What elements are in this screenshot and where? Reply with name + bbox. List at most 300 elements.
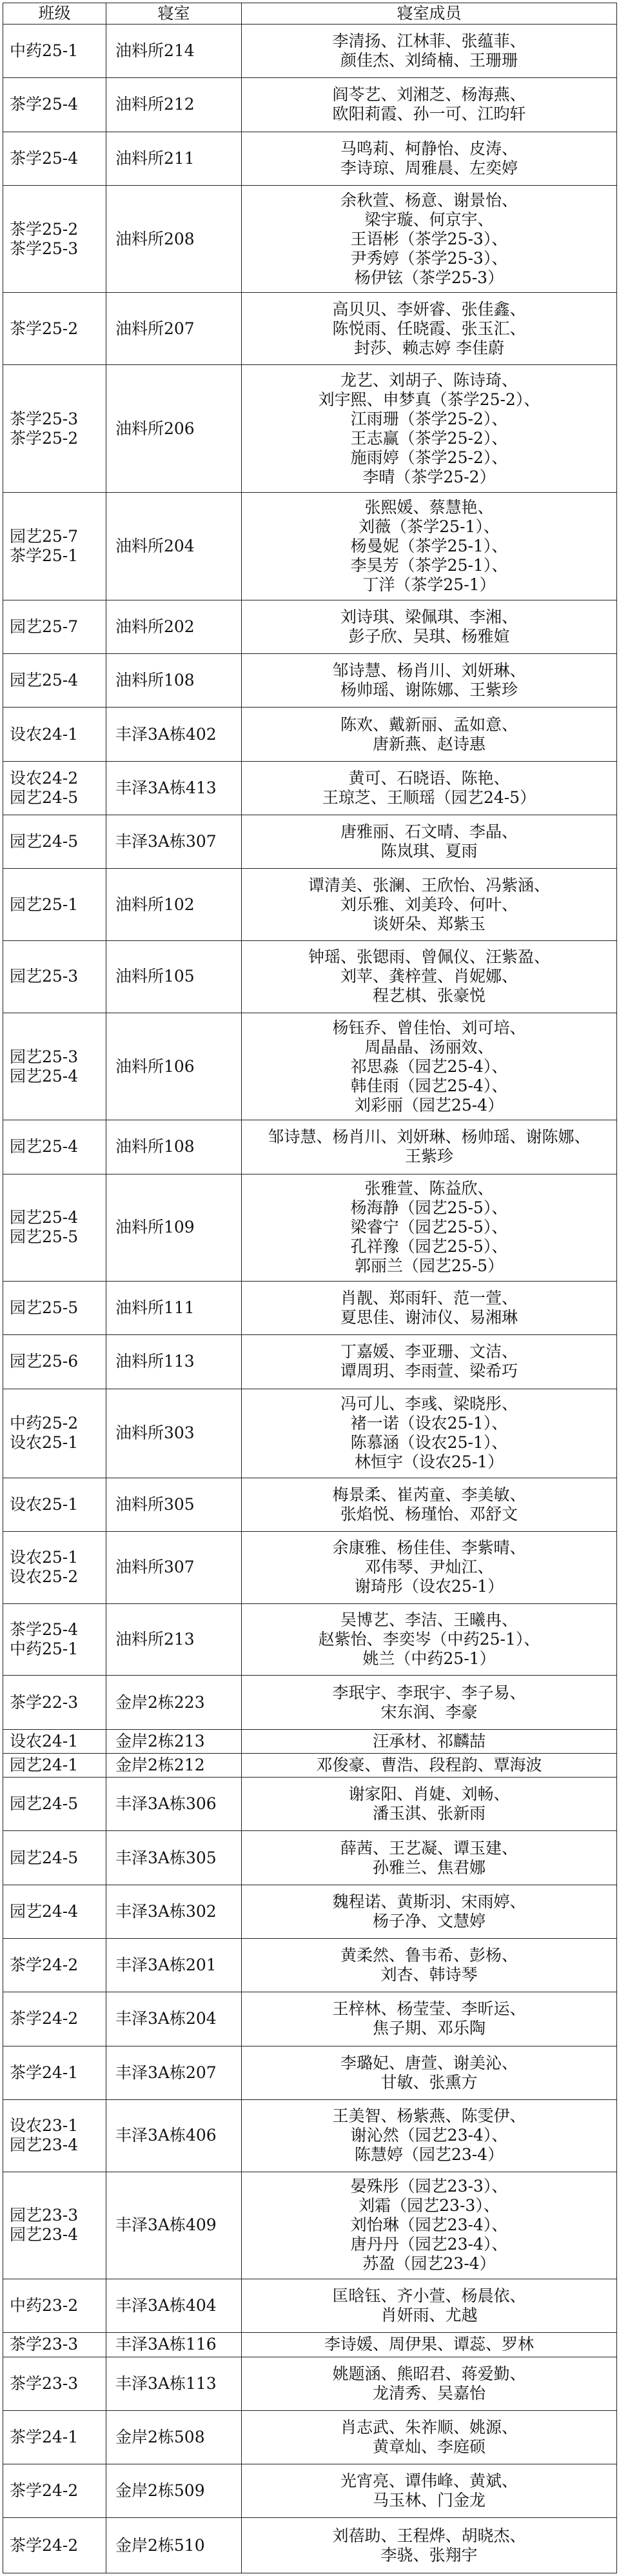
member-line: 杨钰乔、曾佳怡、刘可培、: [332, 1018, 526, 1037]
dorm-cell: 油料所102: [106, 869, 242, 941]
table-row: [3, 1120, 617, 1174]
class-name: 茶学24-1: [10, 2427, 79, 2446]
members-cell: [242, 132, 617, 185]
member-line: 杨帅瑶、谢陈娜、王紫珍: [340, 680, 518, 700]
dorm-cell: 油料所214: [106, 25, 242, 78]
class-name: 茶学25-2: [10, 428, 79, 448]
class-cell: [3, 1531, 106, 1603]
member-line: 刘蓓助、王程烨、胡晓杰、: [332, 2526, 526, 2545]
member-line: 李骁、张翔宇: [380, 2545, 478, 2564]
class-name: 园艺24-5: [10, 1794, 79, 1814]
class-cell: [3, 600, 106, 653]
table-row: [3, 708, 617, 761]
table-row: [3, 1676, 617, 1729]
member-line: 龙清秀、吴嘉怡: [372, 2383, 486, 2403]
member-line: 林恒宇（设农25-1）: [354, 1452, 504, 1472]
table-row: [3, 654, 617, 708]
table-row: [3, 1938, 617, 1992]
members-cell: [242, 1603, 617, 1676]
member-line: 邹诗慧、杨肖川、刘妍琳、: [332, 661, 526, 680]
member-line: 梅景柔、崔芮童、李美敏、: [332, 1485, 526, 1504]
class-cell: [3, 940, 106, 1013]
member-line: 彭子欣、吴琪、杨雅媗: [348, 627, 510, 646]
class-cell: [3, 761, 106, 815]
header-dorm: 寝室: [106, 3, 242, 25]
class-cell: [3, 1478, 106, 1531]
class-name: 园艺25-3: [10, 967, 79, 986]
class-name: 设农24-1: [10, 724, 79, 744]
dorm-cell: 油料所113: [106, 1335, 242, 1389]
members-cell: [242, 761, 617, 815]
class-name: 园艺25-4: [10, 1208, 79, 1227]
table-row: [3, 1992, 617, 2046]
class-cell: [3, 1335, 106, 1389]
dorm-cell: 油料所207: [106, 293, 242, 365]
dorm-cell: 油料所105: [106, 940, 242, 1013]
dorm-cell: 油料所206: [106, 365, 242, 493]
member-line: 程艺棋、张豪悦: [372, 986, 486, 1006]
member-line: 孙雅兰、焦君娜: [372, 1858, 486, 1877]
table-row: [3, 1778, 617, 1831]
member-line: 杨曼妮（茶学25-1）、: [350, 537, 508, 556]
class-name: 茶学24-2: [10, 1956, 79, 1975]
member-line: 王琼芝、王顺瑶（园艺24-5）: [322, 788, 536, 807]
class-name: 中药25-1: [10, 1640, 79, 1659]
member-line: 刘薇（茶学25-1）、: [359, 517, 500, 537]
member-line: 阎苓艺、刘湘芝、杨海燕、: [332, 85, 526, 104]
table-row: [3, 600, 617, 653]
class-name: 茶学25-4: [10, 148, 79, 168]
table-row: [3, 1282, 617, 1335]
members-cell: [242, 2279, 617, 2333]
members-cell: [242, 1992, 617, 2046]
members-cell: [242, 1013, 617, 1120]
member-line: 刘宇熙、申梦真（茶学25-2）、: [318, 390, 540, 409]
table-row: [3, 78, 617, 132]
members-cell: [242, 869, 617, 941]
table-row: [3, 185, 617, 293]
member-line: 谢沁然（园艺23-4）、: [350, 2126, 508, 2145]
members-cell: [242, 1753, 617, 1777]
dorm-cell: 油料所211: [106, 132, 242, 185]
dorm-cell: 金岸2栋213: [106, 1729, 242, 1753]
member-line: 余康雅、杨佳佳、李紫晴、: [332, 1538, 526, 1558]
member-line: 王梓林、杨莹莹、李昕运、: [332, 1999, 526, 2019]
dorm-cell: 丰泽3A栋402: [106, 708, 242, 761]
member-line: 陈欢、戴新丽、孟如意、: [340, 715, 518, 734]
dorm-cell: 丰泽3A栋409: [106, 2172, 242, 2279]
member-line: 周晶晶、汤丽效、: [364, 1037, 494, 1056]
dorm-cell: 油料所108: [106, 1120, 242, 1174]
class-name: 中药25-2: [10, 1414, 79, 1433]
class-name: 茶学22-3: [10, 1692, 79, 1712]
class-cell: [3, 185, 106, 293]
member-line: 刘怡琳（园艺23-4）、: [350, 2215, 508, 2235]
table-row: [3, 1885, 617, 1938]
class-cell: [3, 1938, 106, 1992]
members-cell: [242, 1729, 617, 1753]
member-line: 姚兰（中药25-1）: [362, 1649, 496, 1669]
table-row: [3, 365, 617, 493]
member-line: 王志赢（茶学25-2）、: [350, 428, 508, 448]
dorm-cell: 油料所202: [106, 600, 242, 653]
class-cell: [3, 493, 106, 600]
member-line: 梁睿宁（园艺25-5）、: [350, 1218, 508, 1237]
table-row: [3, 2279, 617, 2333]
class-name: 茶学25-2: [10, 219, 79, 239]
dorm-cell: 丰泽3A栋306: [106, 1778, 242, 1831]
class-name: 茶学24-1: [10, 2063, 79, 2082]
class-cell: [3, 1753, 106, 1777]
members-cell: [242, 1778, 617, 1831]
class-name: 园艺25-6: [10, 1352, 79, 1371]
class-cell: [3, 1885, 106, 1938]
member-line: 邓俊豪、曹浩、段程韵、覃海波: [316, 1756, 542, 1775]
member-line: 冯可儿、李彧、梁晓彤、: [340, 1394, 518, 1414]
dorm-cell: 油料所303: [106, 1389, 242, 1478]
member-line: 刘霜（园艺23-3）、: [359, 2196, 500, 2215]
member-line: 谢琦彤（设农25-1）: [354, 1577, 504, 1596]
member-line: 祁思淼（园艺25-4）、: [350, 1056, 508, 1076]
members-cell: [242, 1885, 617, 1938]
dorm-cell: 油料所204: [106, 493, 242, 600]
members-cell: [242, 1120, 617, 1174]
class-name: 茶学25-4: [10, 1620, 79, 1640]
class-name: 茶学25-4: [10, 95, 79, 114]
member-line: 王紫珍: [404, 1147, 453, 1166]
member-line: 邹诗慧、杨肖川、刘妍琳、杨帅瑶、谢陈娜、: [268, 1127, 591, 1147]
class-cell: [3, 1992, 106, 2046]
class-cell: [3, 2172, 106, 2279]
member-line: 钟瑶、张锶雨、曾佩仪、汪紫盈、: [308, 947, 550, 967]
dorm-cell: 丰泽3A栋305: [106, 1831, 242, 1885]
class-cell: [3, 1603, 106, 1676]
member-line: 肖妍雨、尤越: [380, 2306, 478, 2325]
class-name: 茶学25-2: [10, 319, 79, 338]
member-line: 李清扬、江林菲、张蕴菲、: [332, 32, 526, 51]
class-cell: [3, 365, 106, 493]
table-row: [3, 2410, 617, 2464]
class-cell: [3, 1729, 106, 1753]
table-row: [3, 1013, 617, 1120]
table-row: [3, 940, 617, 1013]
member-line: 江雨珊（茶学25-2）、: [350, 409, 508, 428]
member-line: 光宵亮、谭伟峰、黄斌、: [340, 2472, 518, 2491]
member-line: 匡晗钰、齐小萱、杨晨依、: [332, 2286, 526, 2306]
class-name: 茶学24-2: [10, 2481, 79, 2501]
member-line: 姚题涵、熊昭君、蒋爱勤、: [332, 2364, 526, 2383]
table-row: [3, 1335, 617, 1389]
dorm-cell: 丰泽3A栋302: [106, 1885, 242, 1938]
member-line: 韩佳雨（园艺25-4）、: [350, 1076, 508, 1095]
dorm-cell: 丰泽3A栋413: [106, 761, 242, 815]
class-name: 茶学25-3: [10, 409, 79, 428]
member-line: 李诗媛、周伊果、谭蕊、罗林: [324, 2335, 534, 2354]
members-cell: [242, 600, 617, 653]
member-line: 晏殊彤（园艺23-3）、: [350, 2177, 508, 2196]
member-line: 肖志武、朱祚顺、姚源、: [340, 2417, 518, 2437]
class-cell: [3, 1120, 106, 1174]
members-cell: [242, 1831, 617, 1885]
class-cell: [3, 293, 106, 365]
member-line: 张雅萱、陈益欣、: [364, 1179, 494, 1198]
class-cell: [3, 1831, 106, 1885]
member-line: 邓伟琴、尹灿江、: [364, 1558, 494, 1577]
member-line: 焦子期、邓乐陶: [372, 2019, 486, 2038]
member-line: 赵紫怡、李奕岑（中药25-1）、: [318, 1630, 540, 1649]
member-line: 李晴（茶学25-2）: [362, 467, 496, 486]
class-cell: [3, 2357, 106, 2410]
class-name: 园艺25-7: [10, 617, 79, 637]
class-cell: [3, 1676, 106, 1729]
table-row: [3, 2464, 617, 2518]
class-name: 园艺25-4: [10, 1066, 79, 1085]
table-row: [3, 1531, 617, 1603]
member-line: 李珉宇、李珉宇、李子易、: [332, 1683, 526, 1702]
dorm-cell: 油料所109: [106, 1174, 242, 1282]
table-row: [3, 293, 617, 365]
members-cell: [242, 25, 617, 78]
table-row: [3, 493, 617, 600]
class-cell: [3, 869, 106, 941]
member-line: 陈慕涵（设农25-1）、: [350, 1433, 508, 1452]
table-row: [3, 1831, 617, 1885]
class-cell: [3, 708, 106, 761]
dorm-table: [3, 3, 617, 2573]
class-name: 园艺25-7: [10, 527, 79, 546]
member-line: 魏程诺、黄斯羽、宋雨婷、: [332, 1892, 526, 1911]
member-line: 谭周玥、李雨萱、梁希巧: [340, 1362, 518, 1381]
class-name: 园艺24-5: [10, 1848, 79, 1867]
member-line: 李璐妃、唐萱、谢美沁、: [340, 2053, 518, 2072]
member-line: 高贝贝、李妍睿、张佳鑫、: [332, 299, 526, 319]
header-class: 班级: [3, 3, 106, 25]
member-line: 余秋萱、杨意、谢景怡、: [340, 190, 518, 210]
class-cell: [3, 2410, 106, 2464]
member-line: 苏盈（园艺23-4）: [362, 2254, 496, 2274]
table-row: [3, 761, 617, 815]
members-cell: [242, 654, 617, 708]
class-name: 中药23-2: [10, 2296, 79, 2315]
header-row: [3, 3, 617, 25]
dorm-cell: 油料所108: [106, 654, 242, 708]
table-row: [3, 2518, 617, 2573]
table-row: [3, 25, 617, 78]
member-line: 薛茜、王艺凝、谭玉建、: [340, 1838, 518, 1858]
class-name: 茶学23-3: [10, 2335, 79, 2354]
members-cell: [242, 2333, 617, 2357]
member-line: 郭丽兰（园艺25-5）: [354, 1256, 504, 1276]
class-name: 设农23-1: [10, 2116, 79, 2135]
member-line: 孔祥豫（园艺25-5）、: [350, 1237, 508, 1256]
class-name: 园艺24-1: [10, 1756, 79, 1775]
members-cell: [242, 2518, 617, 2573]
members-cell: [242, 2410, 617, 2464]
member-line: 陈慧婷（园艺23-4）: [354, 2145, 504, 2165]
member-line: 谢家阳、肖婕、刘畅、: [348, 1785, 510, 1804]
member-line: 肖靓、郑雨轩、范一萱、: [340, 1289, 518, 1308]
members-cell: [242, 78, 617, 132]
table-row: [3, 2046, 617, 2099]
dorm-cell: 金岸2栋212: [106, 1753, 242, 1777]
member-line: 唐新燕、赵诗惠: [372, 734, 486, 753]
class-cell: [3, 78, 106, 132]
dorm-cell: 丰泽3A栋207: [106, 2046, 242, 2099]
dorm-cell: 金岸2栋223: [106, 1676, 242, 1729]
member-line: 杨子净、文慧婷: [372, 1911, 486, 1930]
table-row: [3, 1478, 617, 1531]
member-line: 张焰悦、杨瑾怡、邓舒文: [340, 1504, 518, 1523]
member-line: 张熙媛、蔡慧艳、: [364, 498, 494, 517]
class-cell: [3, 815, 106, 868]
table-row: [3, 1729, 617, 1753]
dorm-cell: 油料所111: [106, 1282, 242, 1335]
member-line: 丁嘉媛、李亚珊、文洁、: [340, 1342, 518, 1362]
member-line: 潘玉淇、张新雨: [372, 1804, 486, 1823]
dorm-cell: 金岸2栋508: [106, 2410, 242, 2464]
member-line: 施雨婷（茶学25-2）、: [350, 448, 508, 467]
member-line: 褚一诺（设农25-1）、: [350, 1414, 508, 1433]
dorm-cell: 油料所305: [106, 1478, 242, 1531]
class-name: 园艺23-4: [10, 2225, 79, 2244]
class-name: 设农24-2: [10, 768, 79, 788]
members-cell: [242, 365, 617, 493]
members-cell: [242, 1938, 617, 1992]
dorm-cell: 油料所106: [106, 1013, 242, 1120]
class-name: 园艺25-4: [10, 1137, 79, 1156]
class-name: 茶学23-3: [10, 2373, 79, 2393]
table-body: [3, 25, 617, 2573]
dorm-cell: 油料所208: [106, 185, 242, 293]
table-row: [3, 1389, 617, 1478]
class-name: 中药25-1: [10, 41, 79, 61]
member-line: 吴博艺、李洁、王曦冉、: [340, 1610, 518, 1630]
dorm-cell: 丰泽3A栋116: [106, 2333, 242, 2357]
member-line: 夏思佳、谢沛仪、易湘琳: [340, 1308, 518, 1327]
table-row: [3, 1753, 617, 1777]
members-cell: [242, 2172, 617, 2279]
class-name: 园艺23-4: [10, 2135, 79, 2155]
table-row: [3, 2333, 617, 2357]
dorm-cell: 丰泽3A栋113: [106, 2357, 242, 2410]
dorm-cell: 油料所212: [106, 78, 242, 132]
member-line: 谭清美、张澜、王欣怡、冯紫涵、: [308, 875, 550, 895]
class-cell: [3, 1282, 106, 1335]
member-line: 刘苹、龚梓萱、肖妮娜、: [340, 967, 518, 986]
member-line: 甘敏、张熏方: [380, 2072, 478, 2092]
class-name: 设农25-1: [10, 1433, 79, 1452]
class-name: 设农25-1: [10, 1548, 79, 1567]
table-row: [3, 2172, 617, 2279]
members-cell: [242, 1531, 617, 1603]
class-name: 园艺24-5: [10, 788, 79, 807]
member-line: 宋东润、李豪: [380, 1702, 478, 1721]
member-line: 刘诗琪、梁佩琪、李湘、: [340, 608, 518, 627]
class-cell: [3, 132, 106, 185]
class-cell: [3, 654, 106, 708]
member-line: 杨海静（园艺25-5）、: [350, 1198, 508, 1218]
class-name: 园艺25-5: [10, 1298, 79, 1318]
members-cell: [242, 2046, 617, 2099]
class-cell: [3, 2099, 106, 2172]
members-cell: [242, 2464, 617, 2518]
members-cell: [242, 708, 617, 761]
member-line: 李诗琼、周雅晨、左奕婷: [340, 158, 518, 177]
class-cell: [3, 2333, 106, 2357]
table-row: [3, 132, 617, 185]
class-cell: [3, 1389, 106, 1478]
members-cell: [242, 2357, 617, 2410]
class-cell: [3, 2518, 106, 2573]
table-row: [3, 815, 617, 868]
member-line: 唐丹丹（园艺23-4）、: [350, 2235, 508, 2254]
member-line: 刘彩丽（园艺25-4）: [354, 1095, 504, 1115]
member-line: 梁宇璇、何京宇、: [364, 210, 494, 229]
members-cell: [242, 493, 617, 600]
member-line: 杨伊铉（茶学25-3）: [354, 268, 504, 287]
class-cell: [3, 1013, 106, 1120]
dorm-cell: 金岸2栋509: [106, 2464, 242, 2518]
class-name: 园艺25-1: [10, 895, 79, 914]
member-line: 黄可、石晓语、陈艳、: [348, 768, 510, 788]
class-cell: [3, 1778, 106, 1831]
class-name: 茶学25-1: [10, 546, 79, 566]
members-cell: [242, 1676, 617, 1729]
members-cell: [242, 185, 617, 293]
class-name: 园艺25-4: [10, 671, 79, 690]
members-cell: [242, 1174, 617, 1282]
members-cell: [242, 1282, 617, 1335]
table-row: [3, 1603, 617, 1676]
class-name: 园艺24-4: [10, 1901, 79, 1921]
member-line: 黄章灿、李庭硕: [372, 2437, 486, 2456]
class-name: 茶学25-3: [10, 239, 79, 258]
member-line: 刘乐雅、刘美玲、何叶、: [340, 895, 518, 914]
dorm-cell: 油料所213: [106, 1603, 242, 1676]
table-row: [3, 869, 617, 941]
member-line: 汪承材、祁麟喆: [372, 1731, 486, 1750]
dorm-cell: 丰泽3A栋404: [106, 2279, 242, 2333]
class-cell: [3, 2464, 106, 2518]
member-line: 陈悦雨、任晓霞、张玉汇、: [332, 319, 526, 338]
class-name: 设农24-1: [10, 1731, 79, 1750]
dorm-cell: 油料所307: [106, 1531, 242, 1603]
dorm-cell: 丰泽3A栋201: [106, 1938, 242, 1992]
members-cell: [242, 940, 617, 1013]
header-members: 寝室成员: [242, 3, 617, 25]
member-line: 刘杏、韩诗琴: [380, 1965, 478, 1985]
member-line: 龙艺、刘胡子、陈诗琦、: [340, 370, 518, 390]
class-name: 园艺23-3: [10, 2206, 79, 2225]
members-cell: [242, 2099, 617, 2172]
class-name: 园艺25-5: [10, 1227, 79, 1247]
member-line: 尹秀婷（茶学25-3）、: [350, 248, 508, 268]
table-row: [3, 2357, 617, 2410]
member-line: 封莎、赖志婷 李佳蔚: [354, 338, 504, 357]
member-line: 黄柔然、鲁韦希、彭杨、: [340, 1946, 518, 1965]
member-line: 唐雅丽、石文晴、李晶、: [340, 822, 518, 842]
class-cell: [3, 2279, 106, 2333]
class-name: 设农25-1: [10, 1494, 79, 1514]
member-line: 马鸣莉、柯静怡、皮涛、: [340, 139, 518, 158]
class-cell: [3, 2046, 106, 2099]
dorm-cell: 丰泽3A栋204: [106, 1992, 242, 2046]
class-name: 园艺24-5: [10, 832, 79, 851]
members-cell: [242, 1335, 617, 1389]
table-row: [3, 1174, 617, 1282]
member-line: 王美智、杨紫燕、陈雯伊、: [332, 2106, 526, 2126]
member-line: 欧阳莉霞、孙一可、江昀轩: [332, 104, 526, 124]
